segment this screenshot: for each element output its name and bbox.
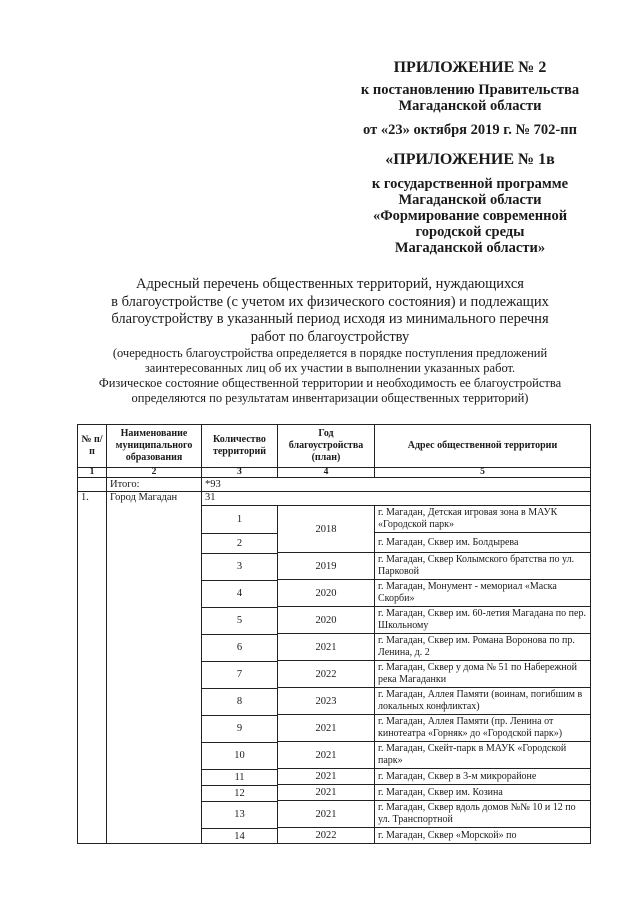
- row-number: 9: [202, 715, 278, 742]
- column-numbers-row: [78, 468, 591, 478]
- city-row: [78, 492, 591, 506]
- program-line-1: к государственной программе: [371, 176, 569, 192]
- intro-title-2: в благоустройстве (с учетом их физического состояния) и подлежащих: [111, 293, 549, 310]
- intro-note-4: определяются по результатам инвентаризации общественных территорий): [131, 391, 529, 405]
- row-address: г. Магадан, Аллея Памяти (воинам, погибшим в локальных конфликтах): [375, 688, 591, 715]
- appendix-title: ПРИЛОЖЕНИЕ № 2: [393, 59, 547, 76]
- row-year: 2021: [278, 801, 375, 828]
- resolution-line-2: Магаданской области: [398, 98, 542, 114]
- row-year: 2022: [278, 661, 375, 688]
- header-num: № п/п: [78, 425, 107, 468]
- total-row: [78, 478, 591, 492]
- row-address: г. Магадан, Сквер вдоль домов №№ 10 и 12 по ул. Транспортной: [375, 801, 591, 828]
- table-header-row: [78, 425, 591, 468]
- intro-note-2: заинтересованных лиц об их участии в выполнении указанных работ.: [144, 361, 516, 375]
- total-empty-cell: [78, 478, 107, 492]
- intro-title-4: работ по благоустройству: [250, 328, 410, 345]
- program-line-4: городской среды: [415, 224, 525, 240]
- row-year: 2021: [278, 769, 375, 785]
- intro-title-1: Адресный перечень общественных территорий, нуждающихся: [136, 276, 524, 292]
- row-number: 10: [202, 742, 278, 769]
- col-number: 1: [78, 468, 107, 478]
- appendix2-title: «ПРИЛОЖЕНИЕ № 1в: [385, 151, 555, 168]
- row-address: г. Магадан, Монумент - мемориал «Маска Скорби»: [375, 580, 591, 607]
- row-address: г. Магадан, Сквер им. Романа Воронова по пр. Ленина, д. 2: [375, 634, 591, 661]
- col-number: 4: [278, 468, 375, 478]
- row-number: 14: [202, 828, 278, 844]
- row-year: 2023: [278, 688, 375, 715]
- resolution-line-1: к постановлению Правительства: [360, 82, 580, 98]
- row-address: г. Магадан, Сквер у дома № 51 по Набережной река Магаданки: [375, 661, 591, 688]
- row-number: 13: [202, 801, 278, 828]
- row-address: г. Магадан, Сквер Колымского братства по ул. Парковой: [375, 553, 591, 580]
- intro-title-3: благоустройству в указанный период исходя из минимального перечня: [111, 311, 549, 327]
- row-number: 4: [202, 580, 278, 607]
- row-address: г. Магадан, Сквер им. Козина: [375, 785, 591, 801]
- city-num: 1.: [78, 492, 107, 844]
- intro-note-1: (очередность благоустройства определяется в порядке поступления предложений: [112, 346, 548, 360]
- row-year: 2021: [278, 785, 375, 801]
- row-year: 2019: [278, 553, 375, 580]
- resolution-date: от «23» октября 2019 г. № 702-пп: [363, 122, 577, 138]
- row-number: 6: [202, 634, 278, 661]
- row-number: 5: [202, 607, 278, 634]
- row-address: г. Магадан, Сквер им. Болдырева: [375, 533, 591, 553]
- intro-note-3: Физическое состояние общественной территории и необходимость ее благоустройства: [98, 376, 562, 390]
- row-year: 2020: [278, 580, 375, 607]
- city-name: Город Магадан: [107, 492, 202, 844]
- total-value: *93: [202, 478, 591, 492]
- program-line-5: Магаданской области»: [394, 240, 546, 256]
- territories-table: [77, 424, 591, 844]
- row-year: 2020: [278, 607, 375, 634]
- col-number: 5: [375, 468, 591, 478]
- header-count: Количество территорий: [202, 425, 278, 468]
- row-year: 2021: [278, 742, 375, 769]
- row-number: 11: [202, 769, 278, 785]
- row-year: 2021: [278, 715, 375, 742]
- row-year: 2022: [278, 828, 375, 844]
- row-number: 1: [236, 513, 243, 525]
- header-address: Адрес общественной территории: [375, 425, 591, 468]
- list-intro: [60, 276, 600, 406]
- row-number: 2: [202, 533, 278, 553]
- col-number: 2: [107, 468, 202, 478]
- row-address: г. Магадан, Аллея Памяти (пр. Ленина от кинотеатра «Горняк» до «Городской парк»): [375, 715, 591, 742]
- program-line-2: Магаданской области: [398, 192, 542, 208]
- row-year: 2018: [278, 506, 375, 553]
- row-address: г. Магадан, Скейт-парк в МАУК «Городской парк»: [375, 742, 591, 769]
- row-address: г. Магадан, Сквер им. 60-летия Магадана по пер. Школьному: [375, 607, 591, 634]
- total-label: Итого:: [107, 478, 202, 492]
- row-number: 3: [202, 553, 278, 580]
- row-number: 12: [202, 785, 278, 801]
- row-year: 2021: [278, 634, 375, 661]
- col-number: 3: [202, 468, 278, 478]
- city-count: 31: [202, 492, 591, 506]
- row-number: 8: [202, 688, 278, 715]
- row-address: г. Магадан, Сквер «Морской» по: [375, 828, 591, 844]
- row-number: 7: [202, 661, 278, 688]
- document-header: [320, 60, 620, 256]
- row-address: г. Магадан, Детская игровая зона в МАУК «Городской парк»: [375, 506, 591, 533]
- header-municipality: Наименование муниципального образования: [107, 425, 202, 468]
- row-address: г. Магадан, Сквер в 3-м микрорайоне: [375, 769, 591, 785]
- header-year: Год благоустройства (план): [278, 425, 375, 468]
- program-line-3: «Формирование современной: [372, 208, 568, 224]
